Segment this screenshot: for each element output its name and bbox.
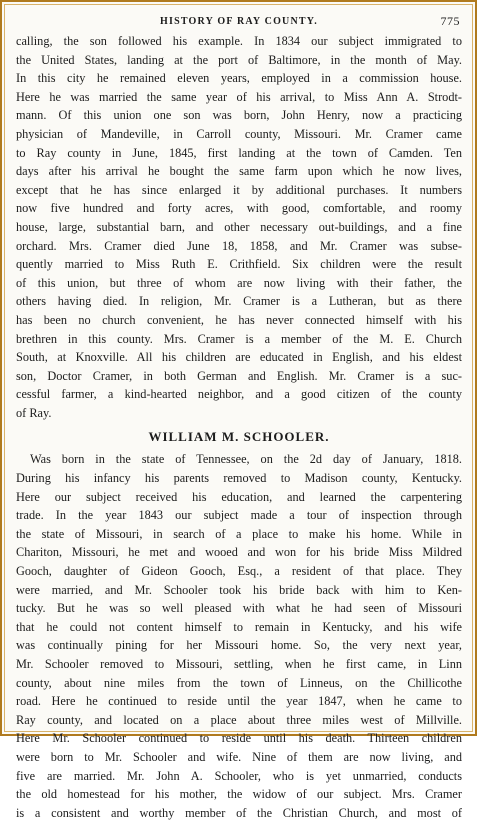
text-line: Here our subject received his education, and learned the carpentering [16, 489, 462, 504]
text-line: In this city he remained eleven years, employed in a commission house. [16, 71, 462, 86]
text-line: Mr. Schooler removed to Missouri, settling, when he first came, in Linn [16, 657, 462, 671]
text-line: Was born in the state of Tennessee, on the 2d day of January, 1818. [30, 452, 462, 467]
text-line: the state of Missouri, in search of a place to make his home. While in [16, 526, 462, 541]
text-line: now five hundred and forty acres, with good, comfortable, and roomy [16, 201, 462, 216]
text-line: others having died. In religion, Mr. Cramer is a Lutheran, but as there [16, 294, 462, 309]
text-line: Here he was married the same year of his arrival, to Miss Ann A. Strodt- [16, 89, 462, 104]
text-line: trade. In the year 1843 our subject made a tour of inspection through [16, 508, 462, 523]
page-header [16, 12, 462, 32]
text-line: of Ray. [16, 405, 52, 420]
text-line: South, at Knoxville. All his children are educated in English, and his eldest [16, 350, 462, 365]
book-page [16, 12, 462, 822]
text-line: that he could not content himself to remain in Kentucky, and his wife [16, 619, 462, 634]
text-line: were born to Mr. Schooler and wife. Nine of them are now living, and [16, 749, 462, 764]
text-line: were married, and Mr. Schooler took his bride back with him to Ken- [16, 582, 462, 597]
text-line: tucky. But he was so well pleased with what he had seen of Missouri [16, 601, 462, 616]
text-line: days after his arrival he bought the same farm upon which he now lives, [16, 164, 462, 179]
text-line: Gooch, daughter of Gideon Gooch, Esq., a resident of that place. They [16, 564, 462, 579]
text-line: calling, the son followed his example. In 1834 our subject immigrated to [16, 34, 462, 48]
text-line: physician of Mandeville, in Carroll county, Missouri. Mr. Cramer came [16, 126, 462, 141]
text-line: Here Mr. Schooler continued to reside until his death. Thirteen children [16, 731, 462, 746]
text-line: of this union, but three of whom are now living with their father, the [16, 275, 462, 290]
text-line: is a consistent and worthy member of the Christian Church, and most of [16, 805, 462, 820]
text-line: road. Here he continued to reside until the year 1847, when he came to [16, 694, 462, 709]
text-line: has been no church convenient, he has never connected himself with his [16, 312, 462, 327]
text-line: except that he has since enlarged it by additional purchases. It numbers [16, 182, 462, 197]
text-line: to Ray county in June, 1845, first landing at the town of Camden. Ten [16, 145, 462, 160]
page-number: 775 [440, 14, 460, 28]
text-line: cessful farmer, a kind-hearted neighbor, and a good citizen of the county [16, 387, 462, 402]
text-line: During his infancy his parents removed to Madison county, Kentucky. [16, 471, 462, 486]
text-line: the old homestead for his mother, the widow of our subject. Mrs. Cramer [16, 787, 462, 802]
text-line: the United States, landing at the port of Baltimore, in the month of May. [16, 52, 462, 67]
text-line: son, Doctor Cramer, in both German and English. Mr. Cramer is a suc- [16, 368, 462, 383]
text-line: house, large, substantial barn, and other necessary out-buildings, and a fine [16, 219, 462, 234]
text-line: county, about nine miles from the town of Linneus, on the Chillicothe [16, 675, 462, 690]
text-line: was continually pining for her Missouri home. So, the very next year, [16, 638, 462, 653]
paragraph-schooler-biography [16, 450, 462, 822]
text-line: Chariton, Missouri, he met and wooed and won for his bride Miss Mildred [16, 545, 462, 560]
text-line: Ray county, and located on a place about three miles west of Millville. [16, 712, 462, 727]
running-title: HISTORY OF RAY COUNTY. [160, 16, 318, 27]
text-line: mann. Of this union one son was born, John Henry, now a practicing [16, 108, 462, 123]
text-line: five are married. Mr. John A. Schooler, who is yet unmarried, conducts [16, 768, 462, 783]
paragraph-cramer-biography [16, 32, 462, 422]
section-heading: WILLIAM M. SCHOOLER. [148, 429, 330, 445]
text-line: brethren in this county. Mrs. Cramer is a member of the M. E. Church [16, 331, 462, 346]
text-line: quently married to Miss Ruth E. Crithfield. Six children were the result [16, 257, 462, 272]
text-line: orchard. Mrs. Cramer died June 18, 1858, and Mr. Cramer was subse- [16, 238, 462, 253]
